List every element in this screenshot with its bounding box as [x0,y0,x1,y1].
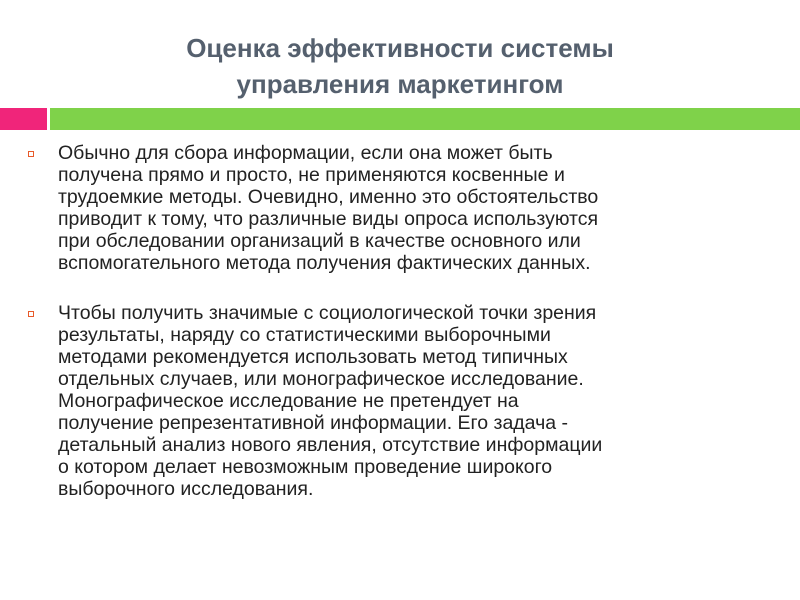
title-line: управления маркетингом [236,69,564,99]
bullet-line: методами рекомендуется использовать метод типичных [58,346,568,368]
square-bullet-icon [28,311,34,317]
bullet-line: приводит к тому, что различные виды опроса используются [58,208,599,230]
bullet-line: Монографическое исследование не претендует на [58,390,519,412]
bullet-line: трудоемкие методы. Очевидно, именно это обстоятельство [58,186,599,208]
bullet-line: вспомогательного метода получения фактических данных. [58,252,591,274]
bullet-line: получена прямо и просто, не применяются косвенные и [58,164,565,186]
slide-title [80,30,720,102]
bullet-line: получение репрезентативной информации. Его задача - [58,412,568,434]
square-bullet-icon [28,151,34,157]
slide-body [22,142,782,500]
title-line: Оценка эффективности системы [186,33,614,63]
bullet-item [22,302,782,500]
pink-accent-bar [0,108,47,130]
bullet-line: детальный анализ нового явления, отсутствие информации [58,434,603,456]
bullet-line: отдельных случаев, или монографическое исследование. [58,368,584,390]
bullet-line: результаты, наряду со статистическими выборочными [58,324,551,346]
bullet-line: о котором делает невозможным проведение широкого [58,456,553,478]
bullet-item [22,142,782,274]
bullet-line: при обследовании организаций в качестве основного или [58,230,581,252]
bullet-line: Обычно для сбора информации, если она может быть [58,142,553,164]
green-accent-bar [50,108,800,130]
bullet-line: выборочного исследования. [58,478,314,500]
bullet-line: Чтобы получить значимые с социологической точки зрения [58,302,597,324]
